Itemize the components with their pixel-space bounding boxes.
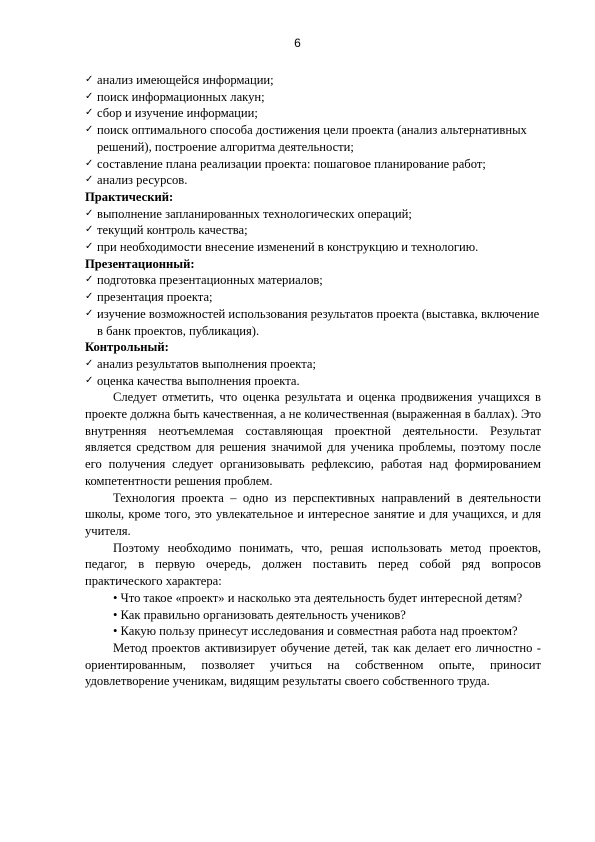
paragraph: Поэтому необходимо понимать, что, решая использовать метод проектов, педагог, в первую очередь, должен поставить перед собой ряд вопросов практического характера: — [85, 540, 541, 589]
question-item: • Какую пользу принесут исследования и совместная работа над проектом? — [113, 624, 518, 639]
section-heading-control: Контрольный: — [85, 340, 169, 355]
list-item: ✓ составление плана реализации проекта: пошаговое планирование работ; — [85, 156, 486, 171]
check-icon: ✓ — [85, 224, 94, 236]
list-item: ✓ текущий контроль качества; — [85, 223, 248, 238]
check-icon: ✓ — [85, 90, 94, 102]
paragraph: Следует отметить, что оценка результата и оценка продвижения учащихся в проекте должна быть качественная, а не количественная (выраженная в баллах). Это внутренняя неотъемлемая составляющая проектной деятельности. Результат является средством для решения значимой для ученика проблемы, поэтому после его получения следует организовывать рефлексию, работая над формированием компетентности решения проблем. — [85, 390, 541, 488]
check-icon: ✓ — [85, 291, 94, 303]
check-icon: ✓ — [85, 374, 94, 386]
check-icon: ✓ — [85, 207, 94, 219]
question-item: • Как правильно организовать деятельность учеников? — [113, 607, 406, 622]
section-heading-practical: Практический: — [85, 189, 174, 204]
check-icon: ✓ — [85, 124, 94, 136]
list-item: ✓ выполнение запланированных технологических операций; — [85, 206, 412, 221]
list-item: ✓ оценка качества выполнения проекта. — [85, 373, 300, 388]
list-item: ✓ поиск информационных лакун; — [85, 89, 265, 104]
list-item: ✓ анализ имеющейся информации; — [85, 73, 274, 87]
list-item: ✓ анализ результатов выполнения проекта; — [85, 356, 316, 371]
check-icon: ✓ — [85, 241, 94, 253]
list-item: ✓ поиск оптимального способа достижения цели проекта (анализ альтернативных решений), построение алгоритма деятельности; — [85, 123, 527, 154]
list-item: ✓ подготовка презентационных материалов; — [85, 273, 323, 288]
section-heading-presentation: Презентационный: — [85, 256, 195, 271]
check-icon: ✓ — [85, 307, 94, 319]
document-body — [85, 72, 541, 690]
check-icon: ✓ — [85, 157, 94, 169]
check-icon: ✓ — [85, 74, 94, 85]
list-item: ✓ сбор и изучение информации; — [85, 106, 258, 121]
list-item: ✓ изучение возможностей использования результатов проекта (выставка, включение в банк проектов, публикация). — [85, 306, 540, 338]
question-item: • Что такое «проект» и насколько эта деятельность будет интересной детям? — [113, 590, 523, 605]
list-item: ✓ при необходимости внесение изменений в конструкцию и технологию. — [85, 240, 479, 255]
list-item: ✓ презентация проекта; — [85, 290, 213, 305]
check-icon: ✓ — [85, 357, 94, 369]
page-number: 6 — [294, 36, 301, 50]
check-icon: ✓ — [85, 274, 94, 286]
paragraph: Технология проекта – одно из перспективных направлений в деятельности школы, кроме того, это увлекательное и интересное занятие и для учащихся, и для учителя. — [85, 490, 541, 538]
check-icon: ✓ — [85, 174, 94, 186]
list-item: ✓ анализ ресурсов. — [85, 173, 188, 188]
paragraph: Метод проектов активизирует обучение детей, так как делает его личностно - ориентированным, позволяет учиться на собственном опыте, приносит удовлетворение ученикам, видящим результаты своего собственного труда. — [85, 640, 541, 689]
check-icon: ✓ — [85, 107, 94, 119]
